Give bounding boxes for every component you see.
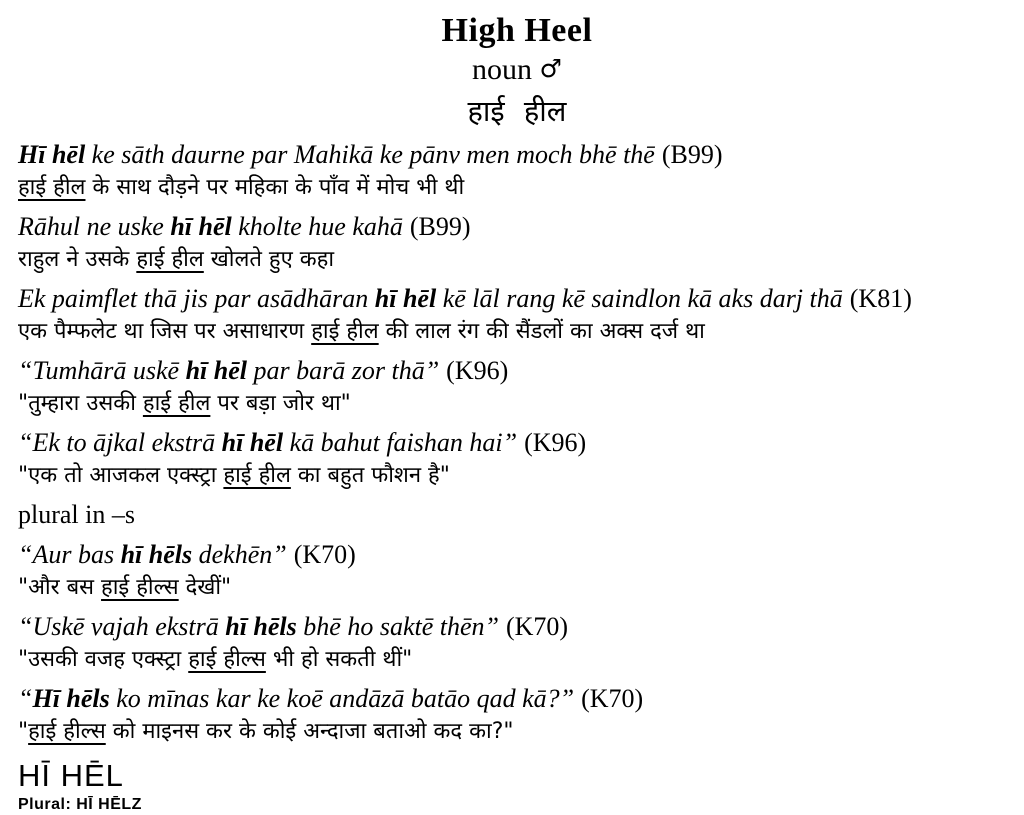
source-ref: (K70) <box>505 612 569 641</box>
dev-post: देखीं" <box>178 575 232 600</box>
translit-post: dekhēn” <box>192 540 287 569</box>
source-ref: (K81) <box>849 284 912 313</box>
dev-post: की लाल रंग की सैंडलों का अक्स दर्ज था <box>378 319 705 344</box>
translit-post: ko mīnas kar ke koē andāzā batāo qad kā?” <box>109 684 575 713</box>
source-ref: (K70) <box>293 540 356 569</box>
pronunciation-footer <box>18 757 1016 815</box>
devanagari-line <box>18 714 1016 749</box>
dev-pre: "उसकी वजह एक्स्ट्रा <box>18 647 189 672</box>
underlined-headword: हाई हील <box>142 391 211 416</box>
transliteration-line <box>18 539 1016 570</box>
translit-pre: “Uskē vajah ekstrā <box>18 612 226 641</box>
dev-post: को माइनस कर के कोई अन्दाजा बताओ कद का?" <box>105 719 514 744</box>
underlined-headword: हाई हील <box>223 463 291 488</box>
devanagari-line <box>18 642 1016 677</box>
devanagari-line <box>18 314 1016 349</box>
translit-post: kholte hue kahā <box>231 212 403 241</box>
part-of-speech-line <box>18 52 1016 89</box>
transliteration-line <box>18 683 1016 714</box>
entry-title: High Heel <box>441 12 593 49</box>
underlined-headword: हाई हील <box>136 247 204 272</box>
example-pair <box>18 611 1016 677</box>
headword-bold: Hī hēl <box>18 140 86 169</box>
translit-pre: Rāhul ne uske <box>18 212 171 241</box>
example-pair <box>18 355 1016 421</box>
example-pair <box>18 139 1016 205</box>
underlined-headword: हाई हील <box>18 175 86 200</box>
devanagari-line <box>18 242 1016 277</box>
translit-pre: “ <box>18 684 33 713</box>
devanagari-headword: हाई हील <box>467 94 567 128</box>
male-gender-icon: ♂ <box>539 54 562 83</box>
headword-bold: hī hēl <box>185 356 247 385</box>
headword-bold: hī hēl <box>221 428 284 457</box>
dev-pre: "एक तो आजकल एक्स्ट्रा <box>18 463 224 488</box>
translit-pre: “Tumhārā uskē <box>18 356 186 385</box>
underlined-headword: हाई हील्स <box>188 647 266 672</box>
dev-post: के साथ दौड़ने पर महिका के पाँव में मोच भी थी <box>85 175 465 200</box>
example-list <box>18 139 1016 749</box>
underlined-headword: हाई हील <box>311 319 379 344</box>
translit-post: ke sāth daurne par Mahikā ke pānv men moch bhē thē <box>85 140 655 169</box>
translit-post: kē lāl rang kē saindlon kā aks darj thā <box>436 284 843 313</box>
example-pair <box>18 539 1016 605</box>
dev-post: भी हो सकती थीं" <box>265 647 413 672</box>
devanagari-line <box>18 386 1016 421</box>
transliteration-line <box>18 427 1016 458</box>
transliteration-line <box>18 211 1016 242</box>
transliteration-line <box>18 139 1016 170</box>
dev-post: खोलते हुए कहा <box>203 247 335 272</box>
headword-bold: Hī hēls <box>32 684 110 713</box>
plural-note: plural in –s <box>18 500 135 529</box>
translit-pre: Ek paimflet thā jis par asādhāran <box>18 284 375 313</box>
headword-bold: hī hēls <box>225 612 297 641</box>
example-pair <box>18 683 1016 749</box>
underlined-headword: हाई हील्स <box>101 575 179 600</box>
dev-pre: " <box>18 719 29 744</box>
dev-pre: राहुल ने उसके <box>18 247 137 272</box>
dev-pre: "और बस <box>18 575 102 600</box>
dictionary-header <box>18 10 1016 133</box>
dev-pre: "तुम्हारा उसकी <box>18 391 143 416</box>
translit-pre: “Aur bas <box>18 540 121 569</box>
translit-post: kā bahut faishan hai” <box>283 428 518 457</box>
transliteration-line <box>18 283 1016 314</box>
source-ref: (B99) <box>661 140 723 169</box>
translit-post: bhē ho saktē thēn” <box>296 612 499 641</box>
translit-pre: “Ek to ājkal ekstrā <box>18 428 222 457</box>
devanagari-line <box>18 170 1016 205</box>
devanagari-line <box>18 458 1016 493</box>
translit-post: par barā zor thā” <box>247 356 440 385</box>
headword-bold: hī hēl <box>374 284 437 313</box>
source-ref: (K96) <box>524 428 587 457</box>
transliteration-line <box>18 355 1016 386</box>
dev-pre: एक पैम्फलेट था जिस पर असाधारण <box>18 319 312 344</box>
pronunciation-plural: Plural: HĪ HĒLZ <box>18 796 142 813</box>
part-of-speech: noun <box>472 53 533 86</box>
dev-post: का बहुत फौशन है" <box>290 463 450 488</box>
source-ref: (B99) <box>409 212 471 241</box>
example-pair <box>18 211 1016 277</box>
dev-post: पर बड़ा जोर था" <box>210 391 351 416</box>
source-ref: (K96) <box>446 356 509 385</box>
devanagari-line <box>18 570 1016 605</box>
headword-bold: hī hēl <box>170 212 232 241</box>
underlined-headword: हाई हील्स <box>28 719 106 744</box>
transliteration-line <box>18 611 1016 642</box>
source-ref: (K70) <box>581 684 644 713</box>
headword-bold: hī hēls <box>120 540 193 569</box>
example-pair <box>18 283 1016 349</box>
pronunciation-headword: HĪ HĒL <box>18 758 124 793</box>
example-pair <box>18 427 1016 493</box>
